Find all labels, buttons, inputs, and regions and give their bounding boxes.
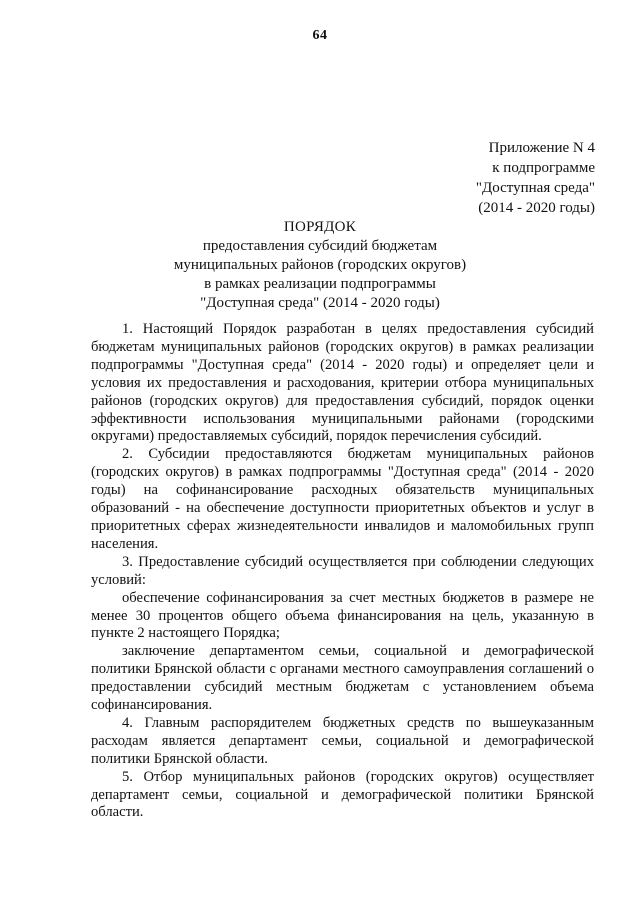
paragraph-condition-2: заключение департаментом семьи, социальной и демографической политики Брянской области с органами местного самоуправления соглашений о предоставлении субсидий местным бюджетам с установлением объема софинансирования. bbox=[91, 643, 594, 714]
document-heading bbox=[0, 218, 640, 313]
appendix-line: (2014 - 2020 годы) bbox=[478, 200, 595, 216]
heading-line: предоставления субсидий бюджетам bbox=[202, 238, 438, 254]
paragraph-3: 3. Предоставление субсидий осуществляется при соблюдении следующих условий: bbox=[91, 553, 594, 588]
appendix-line: к подпрограмме bbox=[492, 160, 595, 176]
appendix-line: Приложение N 4 bbox=[488, 140, 595, 156]
paragraph-5: 5. Отбор муниципальных районов (городских округов) осуществляет департамент семьи, социальной и демографической политики Брянской области. bbox=[91, 768, 594, 821]
document-body bbox=[91, 321, 594, 822]
appendix-block bbox=[476, 138, 595, 218]
paragraph-condition-1: обеспечение софинансирования за счет местных бюджетов в размере не менее 30 процентов общего объема финансирования на цель, указанную в пункте 2 настоящего Порядка; bbox=[91, 589, 594, 642]
heading-line: "Доступная среда" (2014 - 2020 годы) bbox=[200, 295, 440, 311]
heading-line: муниципальных районов (городских округов) bbox=[173, 257, 467, 273]
appendix-line: "Доступная среда" bbox=[475, 180, 595, 196]
paragraph-4: 4. Главным распорядителем бюджетных средств по вышеуказанным расходам является департамент семьи, социальной и демографической политики Брянской области. bbox=[91, 714, 594, 767]
page-number: 64 bbox=[312, 28, 328, 43]
heading-line: в рамках реализации подпрограммы bbox=[204, 276, 436, 292]
document-title: ПОРЯДОК bbox=[283, 219, 357, 235]
paragraph-2: 2. Субсидии предоставляются бюджетам муниципальных районов (городских округов) в рамках подпрограммы "Доступная среда" (2014 - 2020 годы) на софинансирование расходных обязательств муниципальных образований - на обеспечение доступности приоритетных объектов и услуг в приоритетных сферах жизнедеятельности инвалидов и маломобильных групп населения. bbox=[91, 446, 594, 552]
paragraph-1: 1. Настоящий Порядок разработан в целях предоставления субсидий бюджетам муниципальных районов (городских округов) в рамках реализации подпрограммы "Доступная среда" (2014 - 2020 годы) и определяет цели и условия их предоставления и расходования, критерии отбора муниципальных районов (городских округов) для предоставления субсидий, порядок оценки эффективности использования муниципальными районами (городскими округами) предоставляемых субсидий, порядок перечисления субсидий. bbox=[91, 321, 594, 445]
